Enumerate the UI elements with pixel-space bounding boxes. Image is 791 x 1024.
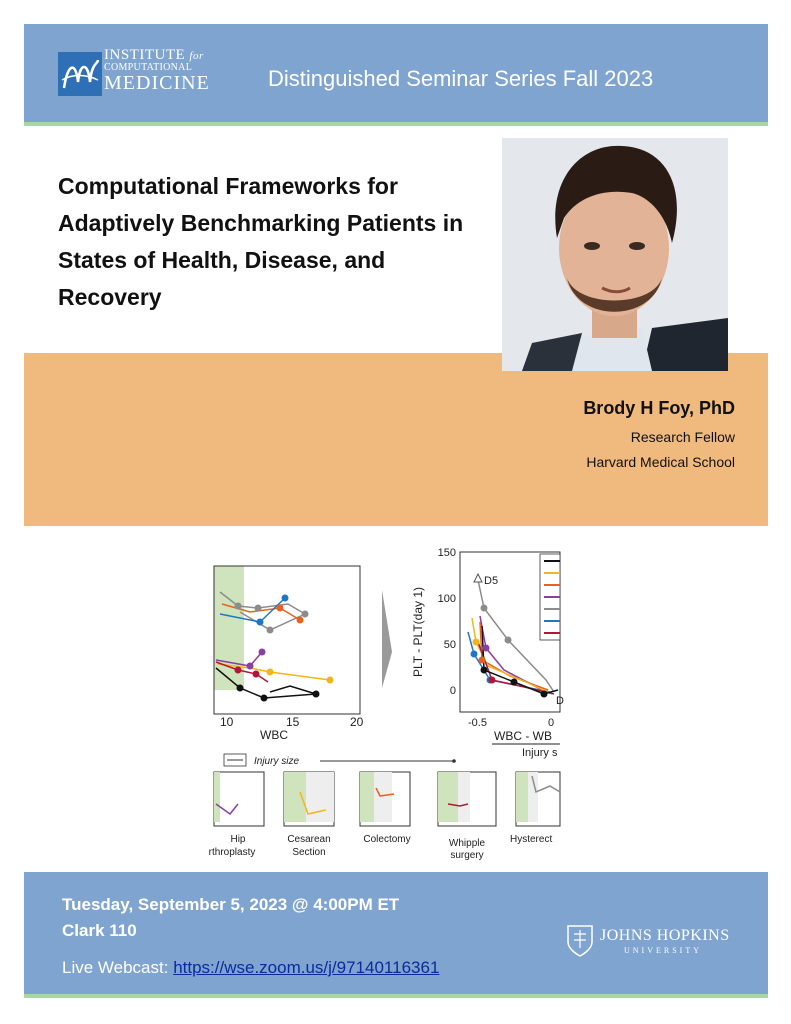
left-gray-point bbox=[235, 603, 242, 610]
right-red-point bbox=[489, 677, 496, 684]
panel-label: Colectomy bbox=[363, 834, 411, 845]
speaker-role: Research Fellow bbox=[630, 429, 735, 445]
right-xlabel-2: Injury s bbox=[522, 747, 558, 759]
left-red-point bbox=[253, 671, 260, 678]
header-divider bbox=[24, 122, 768, 126]
left-xlabel: WBC bbox=[260, 728, 288, 742]
right-ytick: 50 bbox=[443, 639, 456, 651]
left-gray-point bbox=[302, 611, 309, 618]
right-yellow-point bbox=[473, 639, 480, 646]
icm-logo-text: INSTITUTE for COMPUTATIONAL MEDICINE bbox=[104, 47, 210, 94]
right-ytick: 0 bbox=[449, 685, 456, 697]
series-title: Distinguished Seminar Series Fall 2023 bbox=[268, 66, 654, 91]
start-marker-icon bbox=[474, 574, 482, 582]
right-blue-point bbox=[471, 651, 478, 658]
panel-label: Whipple bbox=[448, 838, 486, 849]
jhu-university: UNIVERSITY bbox=[624, 946, 702, 955]
right-orange-point bbox=[479, 657, 486, 664]
left-orange-point bbox=[297, 617, 304, 624]
left-gray-point bbox=[267, 627, 274, 634]
injury-size-axis-end bbox=[452, 759, 456, 763]
left-xtick: 15 bbox=[286, 715, 300, 729]
right-xlabel: WBC - WB bbox=[494, 729, 552, 743]
left-xtick: 20 bbox=[350, 715, 364, 729]
right-black-point bbox=[481, 667, 488, 674]
right-gray-point bbox=[481, 605, 488, 612]
left-blue-point bbox=[282, 595, 289, 602]
speaker-photo-part bbox=[584, 242, 600, 250]
mini-panel-colectomy bbox=[360, 772, 410, 826]
jhu-logo-part bbox=[574, 930, 586, 948]
panel-label: Hip bbox=[230, 834, 246, 845]
right-gray-point bbox=[505, 637, 512, 644]
event-date: Tuesday, September 5, 2023 @ 4:00PM ET bbox=[62, 895, 400, 914]
mini-panel-colectomy-part bbox=[374, 772, 392, 822]
right-purple-point bbox=[483, 645, 490, 652]
left-yellow-point bbox=[327, 677, 334, 684]
right-black-point bbox=[511, 679, 518, 686]
mini-panel-hip bbox=[214, 772, 264, 826]
talk-title: Computational Frameworks for Adaptively Benchmarking Patients in States of Health, Disease, and Recovery bbox=[58, 173, 464, 310]
mini-panel-hysterectomy-part bbox=[516, 772, 528, 822]
left-black-point bbox=[261, 695, 268, 702]
left-blue-point bbox=[257, 619, 264, 626]
right-black-point bbox=[541, 691, 548, 698]
mini-panel-hysterectomy bbox=[516, 772, 560, 826]
speaker-photo-part bbox=[629, 242, 645, 250]
mini-panel-hip-part bbox=[214, 772, 220, 822]
event-room: Clark 110 bbox=[62, 921, 137, 940]
right-xtick: 0 bbox=[548, 717, 555, 729]
mini-panel-whipple-part bbox=[458, 772, 470, 822]
mini-panel-whipple-part bbox=[438, 772, 458, 822]
research-figure bbox=[208, 542, 564, 862]
right-red-line bbox=[478, 642, 554, 694]
mini-panel-cesarean-part bbox=[284, 772, 306, 822]
jhu-name: JOHNS HOPKINS bbox=[600, 927, 730, 944]
left-black-point bbox=[313, 691, 320, 698]
right-ytick: 150 bbox=[437, 547, 456, 559]
left-red-point bbox=[235, 667, 242, 674]
webcast-link[interactable]: https://wse.zoom.us/j/97140116361 bbox=[173, 958, 440, 977]
left-yellow-point bbox=[267, 669, 274, 676]
injury-size-label: Injury size bbox=[254, 756, 300, 767]
jhu-logo bbox=[566, 922, 736, 958]
panel-label: Section bbox=[292, 847, 326, 858]
mini-panel-hip-part bbox=[214, 772, 264, 826]
left-orange-point bbox=[277, 605, 284, 612]
speaker-photo bbox=[502, 138, 728, 371]
panel-label: surgery bbox=[450, 850, 484, 861]
footer-divider bbox=[24, 994, 768, 998]
left-purple-point bbox=[259, 649, 266, 656]
right-ytick: 100 bbox=[437, 593, 456, 605]
webcast-label: Live Webcast: bbox=[62, 958, 169, 977]
mini-panel-colectomy-part bbox=[360, 772, 374, 822]
right-xtick: -0.5 bbox=[468, 717, 487, 729]
panel-label: Cesarean bbox=[287, 834, 331, 845]
speaker-name: Brody H Foy, PhD bbox=[583, 398, 735, 418]
mini-panel-cesarean bbox=[284, 772, 334, 826]
right-annotation: D5 bbox=[484, 575, 499, 587]
mini-panel-cesarean-part bbox=[306, 772, 334, 822]
speaker-institution: Harvard Medical School bbox=[586, 454, 735, 470]
right-ylabel: PLT - PLT(day 1) bbox=[411, 586, 425, 678]
left-black-point bbox=[237, 685, 244, 692]
left-xtick: 10 bbox=[220, 715, 234, 729]
transition-arrow-icon bbox=[382, 590, 392, 688]
icm-logo-icon bbox=[58, 52, 102, 96]
mini-panel-whipple bbox=[438, 772, 496, 826]
icm-logo-icon-part bbox=[64, 60, 98, 88]
right-annotation-2: D bbox=[556, 695, 564, 707]
left-purple-point bbox=[247, 663, 254, 670]
webcast-line bbox=[62, 958, 439, 978]
left-gray-point bbox=[255, 605, 262, 612]
panel-label: rthroplasty bbox=[208, 847, 256, 858]
panel-label: Hysterect bbox=[510, 834, 553, 845]
